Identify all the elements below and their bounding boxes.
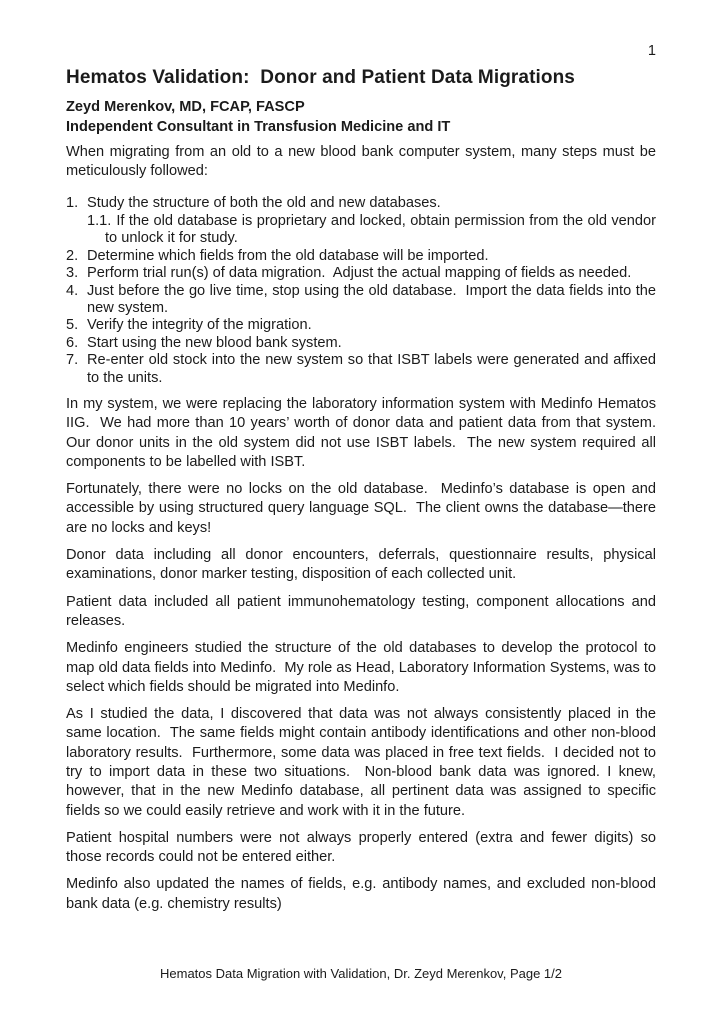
list-item bbox=[66, 265, 656, 282]
body-paragraph: Patient hospital numbers were not always properly entered (extra and fewer digits) so those records could not be entered either. bbox=[66, 829, 661, 866]
steps-list bbox=[66, 195, 661, 386]
list-item-text: Verify the integrity of the migration. bbox=[87, 317, 312, 334]
list-item-number: 7. bbox=[66, 352, 79, 369]
list-item bbox=[66, 352, 661, 387]
sub-list-item-text: If the old database is proprietary and locked, obtain permission from the old vendor to unlock it for study. bbox=[105, 212, 661, 247]
list-item bbox=[66, 335, 656, 352]
list-item-number: 1. bbox=[66, 195, 79, 212]
list-item bbox=[66, 282, 661, 318]
list-item bbox=[66, 317, 656, 334]
list-item bbox=[66, 195, 661, 247]
list-item bbox=[66, 248, 656, 265]
body-paragraph: As I studied the data, I discovered that data was not always consistently placed in the same location. The same fields might contain antibody identifications and other non-blood laboratory results. Furthermore, some data was placed in free text fields. I decided not to try to import data in these two situations. Non-blood bank data was ignored. I knew, however, that in the new Medinfo database, all pertinent data was assigned to specific fields so we could easily retrieve and work with it in the future. bbox=[66, 706, 661, 819]
body-paragraph: In my system, we were replacing the laboratory information system with Medinfo Hematos IIG. We had more than 10 years’ worth of donor data and patient data from that system. Our donor units in the old system did not use ISBT labels. The new system required all components to be labelled with ISBT. bbox=[66, 395, 665, 470]
sub-list-item bbox=[87, 212, 661, 248]
list-item-text: Perform trial run(s) of data migration. Adjust the actual mapping of fields as needed. bbox=[87, 265, 632, 282]
list-item-text: Study the structure of both the old and new databases. bbox=[87, 195, 441, 212]
body-paragraph: Patient data included all patient immunohematology testing, component allocations and releases. bbox=[66, 593, 661, 629]
body-paragraph: Donor data including all donor encounters, deferrals, questionnaire results, physical examinations, donor marker testing, disposition of each collected unit. bbox=[66, 547, 661, 583]
author-line: Zeyd Merenkov, MD, FCAP, FASCP bbox=[66, 99, 305, 116]
page-number: 1 bbox=[647, 43, 656, 59]
list-item-text: Just before the go live time, stop using the old database. Import the data fields into the new system. bbox=[87, 282, 661, 316]
list-item-text: Determine which fields from the old database will be imported. bbox=[87, 247, 489, 264]
list-item-number: 2. bbox=[66, 247, 79, 264]
list-item-text: Start using the new blood bank system. bbox=[87, 334, 342, 351]
page-title: Hematos Validation: Donor and Patient Data Migrations bbox=[66, 67, 575, 89]
list-item-number: 6. bbox=[66, 334, 79, 351]
list-item-number: 3. bbox=[66, 265, 79, 282]
body-paragraph: Medinfo also updated the names of fields, e.g. antibody names, and excluded non-blood bank data (e.g. chemistry results) bbox=[66, 876, 661, 912]
list-item-number: 4. bbox=[66, 282, 79, 299]
author-role-line: Independent Consultant in Transfusion Medicine and IT bbox=[66, 118, 451, 135]
body-paragraph: Fortunately, there were no locks on the old database. Medinfo’s database is open and accessible by using structured query language SQL. The client owns the database—there are no locks and keys! bbox=[66, 481, 661, 536]
intro-paragraph: When migrating from an old to a new blood bank computer system, many steps must be meticulously followed: bbox=[66, 143, 661, 180]
list-item-number: 5. bbox=[66, 317, 79, 334]
list-item-text: Re-enter old stock into the new system so that ISBT labels were generated and affixed to the units. bbox=[87, 352, 661, 386]
sub-list-item-number: 1.1. bbox=[87, 212, 112, 229]
page-footer: Hematos Data Migration with Validation, Dr. Zeyd Merenkov, Page 1/2 bbox=[160, 966, 562, 981]
body-paragraph: Medinfo engineers studied the structure of the old databases to develop the protocol to map old data fields into Medinfo. My role as Head, Laboratory Information Systems, was to select which fields should be migrated into Medinfo. bbox=[66, 640, 661, 695]
